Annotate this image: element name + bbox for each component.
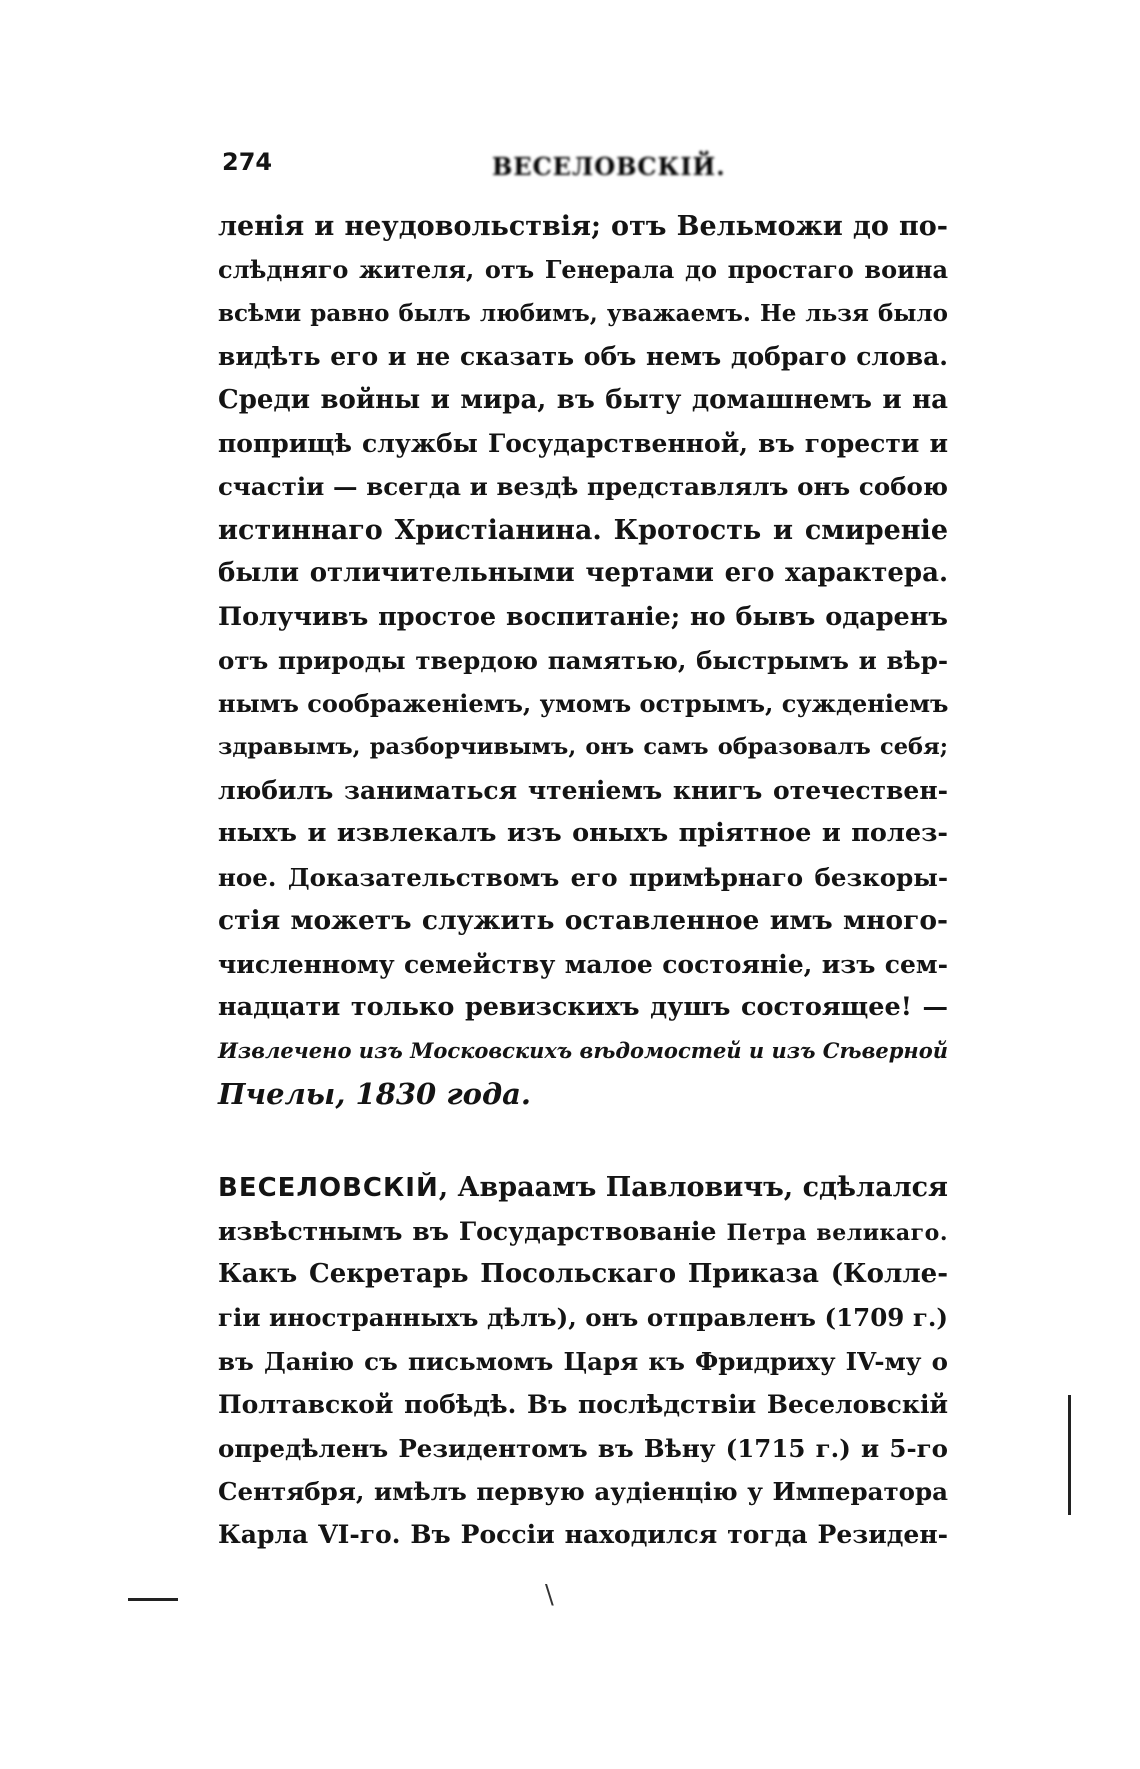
section-gap xyxy=(218,1116,948,1166)
article-line: Карла VI-го. Въ Россіи находился тогда Резиден- xyxy=(218,1520,948,1550)
article-line: опредѣленъ Резидентомъ въ Вѣну (1715 г.) и 5-го xyxy=(218,1433,948,1463)
body-paragraph xyxy=(218,205,948,1029)
body-line: ныхъ и извлекалъ изъ оныхъ пріятное и полез- xyxy=(218,818,948,849)
body-line: нымъ соображеніемъ, умомъ острымъ, сужденіемъ xyxy=(218,689,949,719)
article-first-line-text: , Авраамъ Павловичъ, сдѣлался xyxy=(438,1172,948,1204)
article-entry xyxy=(218,1166,948,1557)
page-number: 274 xyxy=(222,148,273,176)
article-first-line xyxy=(218,1166,948,1209)
article-headword: ВЕСЕЛОВСКІЙ xyxy=(218,1173,439,1204)
source-note-line: Извлечено изъ Московскихъ вѣдомостей и изъ Сѣверной xyxy=(218,1038,948,1064)
margin-rule xyxy=(1068,1395,1071,1515)
article-line: Какъ Секретарь Посольскаго Приказа (Колле- xyxy=(218,1258,948,1289)
article-smallcaps-name: Петра великаго. xyxy=(726,1219,948,1246)
body-line: счастіи — всегда и вездѣ представлялъ онъ собою xyxy=(218,472,948,502)
article-line: Полтавской побѣдѣ. Въ послѣдствіи Веселовскій xyxy=(218,1390,948,1420)
body-line: численному семейству малое состояніе, изъ сем- xyxy=(218,949,948,979)
body-line: Получивъ простое воспитаніе; но бывъ одаренъ xyxy=(218,601,948,632)
source-note-line: Пчелы, 1830 года. xyxy=(218,1076,532,1111)
article-line: Сентября, имѣлъ первую аудіенцію у Императора xyxy=(218,1476,948,1506)
body-line: всѣми равно былъ любимъ, уважаемъ. Не льзя было xyxy=(218,299,948,327)
article-second-line xyxy=(218,1210,948,1253)
running-head: ВЕСЕЛОВСКІЙ. xyxy=(492,152,726,181)
article-line: въ Данію съ письмомъ Царя къ Фридриху IV-му о xyxy=(218,1346,948,1376)
article-line: гіи иностранныхъ дѣлъ), онъ отправленъ (1709 г.) xyxy=(218,1303,948,1333)
body-line: были отличительными чертами его характера. xyxy=(218,558,948,589)
body-line: Среди войны и мира, въ быту домашнемъ и на xyxy=(218,384,948,415)
body-line: здравымъ, разборчивымъ, онъ самъ образовалъ себя; xyxy=(218,733,948,760)
text-block xyxy=(218,205,948,1557)
page-header xyxy=(222,148,947,188)
body-line: отъ природы твердою памятью, быстрымъ и вѣр- xyxy=(218,645,948,675)
stray-mark: \ xyxy=(545,1580,554,1610)
bottom-dash xyxy=(128,1598,178,1601)
body-line: истиннаго Христіанина. Кротость и смиреніе xyxy=(218,514,948,546)
body-line: любилъ заниматься чтеніемъ книгъ отечествен- xyxy=(218,776,948,806)
body-line: поприщѣ службы Государственной, въ горести и xyxy=(218,428,948,458)
body-line: ленія и неудовольствія; отъ Вельможи до по- xyxy=(218,211,948,242)
body-line: надцати только ревизскихъ душъ состоящее! — xyxy=(218,992,948,1023)
body-line: видѣть его и не сказать объ немъ добраго слова. xyxy=(218,342,948,372)
body-line: стія можетъ служить оставленное имъ много- xyxy=(218,905,948,937)
body-line: ное. Доказательствомъ его примѣрнаго безкоры- xyxy=(218,862,948,892)
body-line: слѣдняго жителя, отъ Генерала до простаго воина xyxy=(218,255,948,285)
article-lines xyxy=(218,1253,948,1557)
article-second-line-text: извѣстнымъ въ Государствованіе xyxy=(218,1216,717,1246)
